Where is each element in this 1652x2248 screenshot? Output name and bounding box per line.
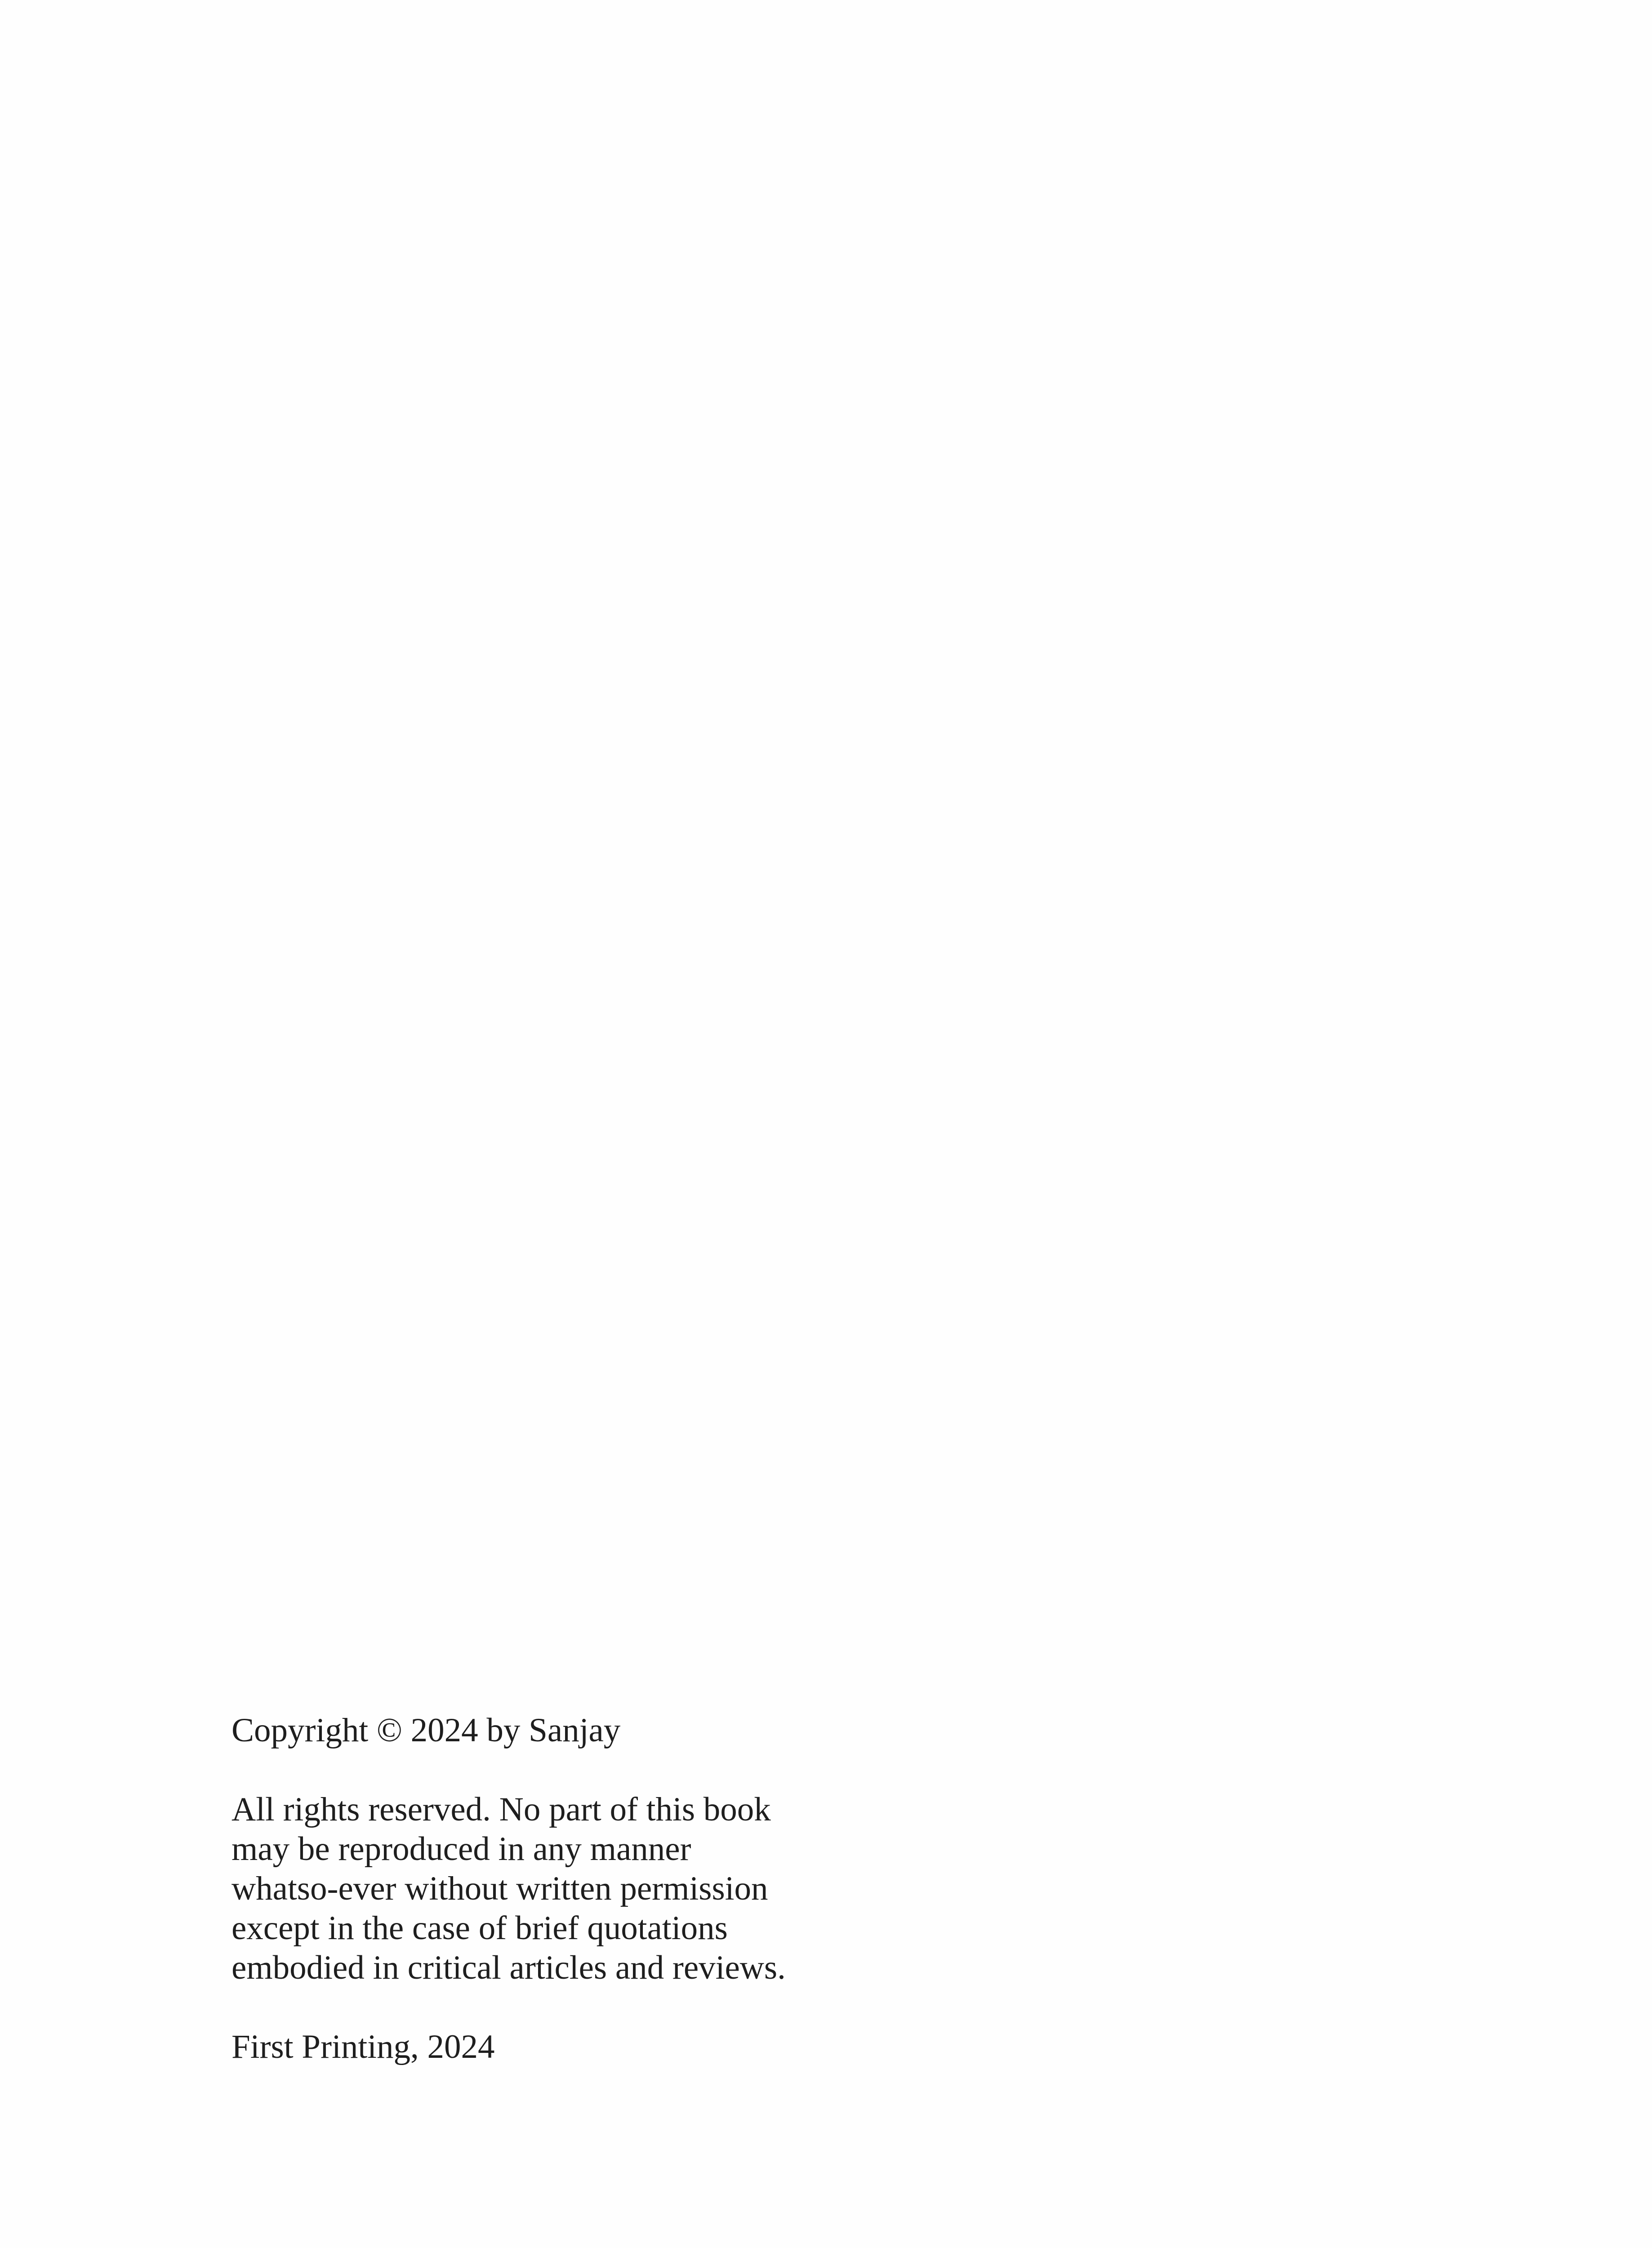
rights-line: All rights reserved. No part of this book (232, 1791, 771, 1828)
printing-line: First Printing, 2024 (232, 2028, 495, 2065)
printing-notice (232, 2027, 861, 2067)
rights-line: embodied in critical articles and reviews. (232, 1949, 786, 1986)
copyright-line: Copyright © 2024 by Sanjay (232, 1712, 621, 1749)
rights-line: except in the case of brief quotations (232, 1909, 728, 1947)
spacer (232, 1750, 861, 1790)
spacer (232, 1988, 861, 2027)
rights-statement (232, 1790, 861, 1988)
copyright-notice (232, 1711, 861, 1750)
rights-line: whatso-ever without written permission (232, 1870, 768, 1907)
rights-line: may be reproduced in any manner (232, 1830, 691, 1868)
copyright-block (232, 1711, 861, 2067)
